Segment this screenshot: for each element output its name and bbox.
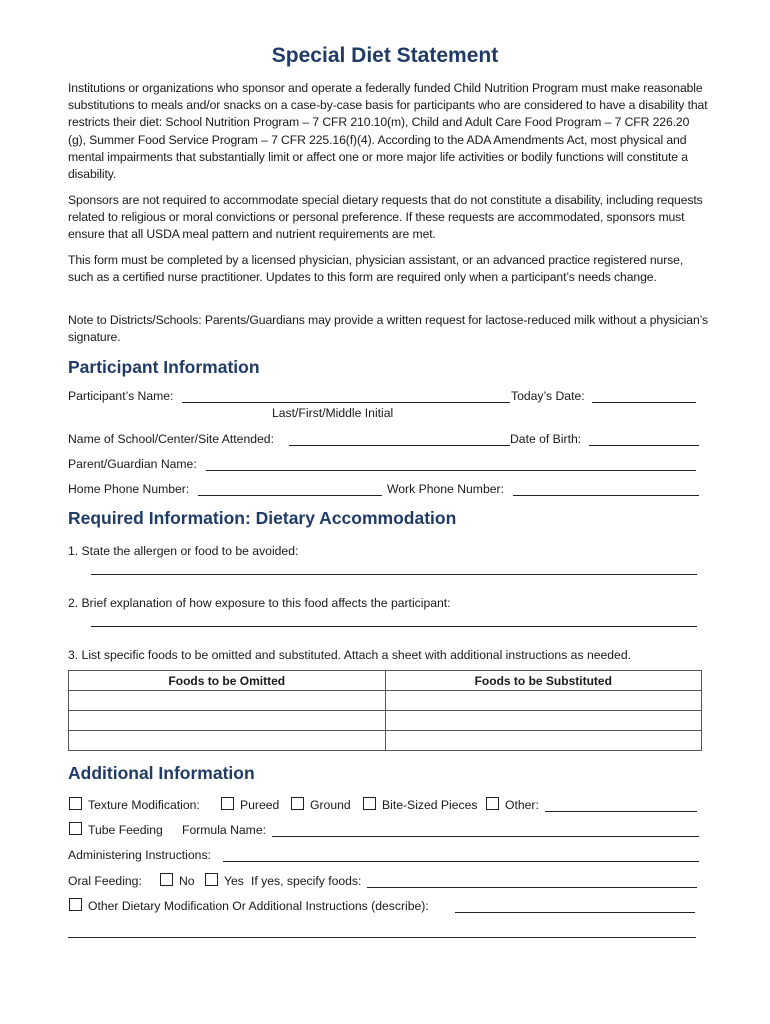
intro-paragraph-2: Sponsors are not required to accommodate special dietary requests that do not constitute a disability, including requests related to religious or moral convictions or personal preference. If these requests are accommodated, sponsors must ensure that all USDA meal pattern and nutrient requirements are met. <box>68 193 703 242</box>
pureed-label: Pureed <box>240 798 280 812</box>
other-field[interactable] <box>545 811 697 812</box>
oral-no-checkbox[interactable] <box>160 873 173 886</box>
school-field[interactable] <box>289 445 510 446</box>
required-heading: Required Information: Dietary Accommodation <box>68 508 457 528</box>
omitted-cell[interactable] <box>69 731 386 751</box>
participant-name-label: Participant’s Name: <box>68 389 174 403</box>
todays-date-field[interactable] <box>592 402 696 403</box>
allergen-field[interactable] <box>91 574 697 575</box>
foods-table <box>68 670 702 751</box>
home-phone-field[interactable] <box>198 495 382 496</box>
texture-label: Texture Modification: <box>88 798 200 812</box>
yes-specify-label: If yes, specify foods: <box>251 874 362 888</box>
specify-foods-field[interactable] <box>367 887 697 888</box>
ground-label: Ground <box>310 798 351 812</box>
school-label: Name of School/Center/Site Attended: <box>68 432 274 446</box>
substituted-cell[interactable] <box>385 731 702 751</box>
omitted-header: Foods to be Omitted <box>69 671 386 691</box>
question-3: 3. List specific foods to be omitted and substituted. Attach a sheet with additional instructions as needed. <box>68 648 631 662</box>
dob-label: Date of Birth: <box>510 432 582 446</box>
administering-field[interactable] <box>223 861 699 862</box>
work-phone-label: Work Phone Number: <box>387 482 504 496</box>
omitted-cell[interactable] <box>69 711 386 731</box>
question-2: 2. Brief explanation of how exposure to this food affects the participant: <box>68 596 451 610</box>
intro-paragraph-4: Note to Districts/Schools: Parents/Guardians may provide a written request for lactose-reduced milk without a physician’s signature. <box>68 313 708 345</box>
additional-heading: Additional Information <box>68 763 255 783</box>
tube-feeding-label: Tube Feeding <box>88 823 163 837</box>
work-phone-field[interactable] <box>513 495 699 496</box>
oral-yes-label: Yes <box>224 874 244 888</box>
home-phone-label: Home Phone Number: <box>68 482 190 496</box>
extra-instructions-line[interactable] <box>68 937 696 938</box>
texture-checkbox[interactable] <box>69 797 82 810</box>
substituted-cell[interactable] <box>385 691 702 711</box>
name-format-hint: Last/First/Middle Initial <box>272 406 394 420</box>
bite-sized-label: Bite-Sized Pieces <box>382 798 478 812</box>
oral-feeding-label: Oral Feeding: <box>68 874 142 888</box>
pureed-checkbox[interactable] <box>221 797 234 810</box>
guardian-field[interactable] <box>206 470 696 471</box>
other-label: Other: <box>505 798 539 812</box>
todays-date-label: Today’s Date: <box>511 389 585 403</box>
table-row <box>69 691 702 711</box>
other-dietary-checkbox[interactable] <box>69 898 82 911</box>
guardian-label: Parent/Guardian Name: <box>68 457 197 471</box>
intro-paragraph-1: Institutions or organizations who sponsor and operate a federally funded Child Nutrition Program must make reasonable substitutions to meals and/or snacks on a case-by-case basis for participants who are considered to have a disability that restricts their diet: School Nutrition Program – 7 CFR 210.10(m), Child and Adult Care Food Program – 7 CFR 226.20 (g), Summer Food Service Program – 7 CFR 225.16(f)(4). According to the ADA Amendments Act, most physical and mental impairments that substantially limit or affect one or more major life activities or bodily functions will constitute a disability. <box>68 81 708 182</box>
participant-heading: Participant Information <box>68 357 260 377</box>
bite-sized-checkbox[interactable] <box>363 797 376 810</box>
formula-label: Formula Name: <box>182 823 266 837</box>
other-dietary-field[interactable] <box>455 912 695 913</box>
ground-checkbox[interactable] <box>291 797 304 810</box>
tube-feeding-checkbox[interactable] <box>69 822 82 835</box>
substituted-cell[interactable] <box>385 711 702 731</box>
table-row <box>69 731 702 751</box>
exposure-field[interactable] <box>91 626 697 627</box>
oral-yes-checkbox[interactable] <box>205 873 218 886</box>
participant-name-field[interactable] <box>182 402 510 403</box>
other-checkbox[interactable] <box>486 797 499 810</box>
formula-field[interactable] <box>272 836 699 837</box>
page-title: Special Diet Statement <box>271 44 499 67</box>
table-header-row <box>69 671 702 691</box>
omitted-cell[interactable] <box>69 691 386 711</box>
substituted-header: Foods to be Substituted <box>385 671 702 691</box>
question-1: 1. State the allergen or food to be avoided: <box>68 544 299 558</box>
administering-label: Administering Instructions: <box>68 848 211 862</box>
other-dietary-label: Other Dietary Modification Or Additional Instructions (describe): <box>88 899 429 913</box>
intro-paragraph-3: This form must be completed by a licensed physician, physician assistant, or an advanced practice registered nurse, such as a certified nurse practitioner. Updates to this form are required only when a participant’s needs change. <box>68 253 684 285</box>
oral-no-label: No <box>179 874 195 888</box>
table-row <box>69 711 702 731</box>
dob-field[interactable] <box>589 445 699 446</box>
